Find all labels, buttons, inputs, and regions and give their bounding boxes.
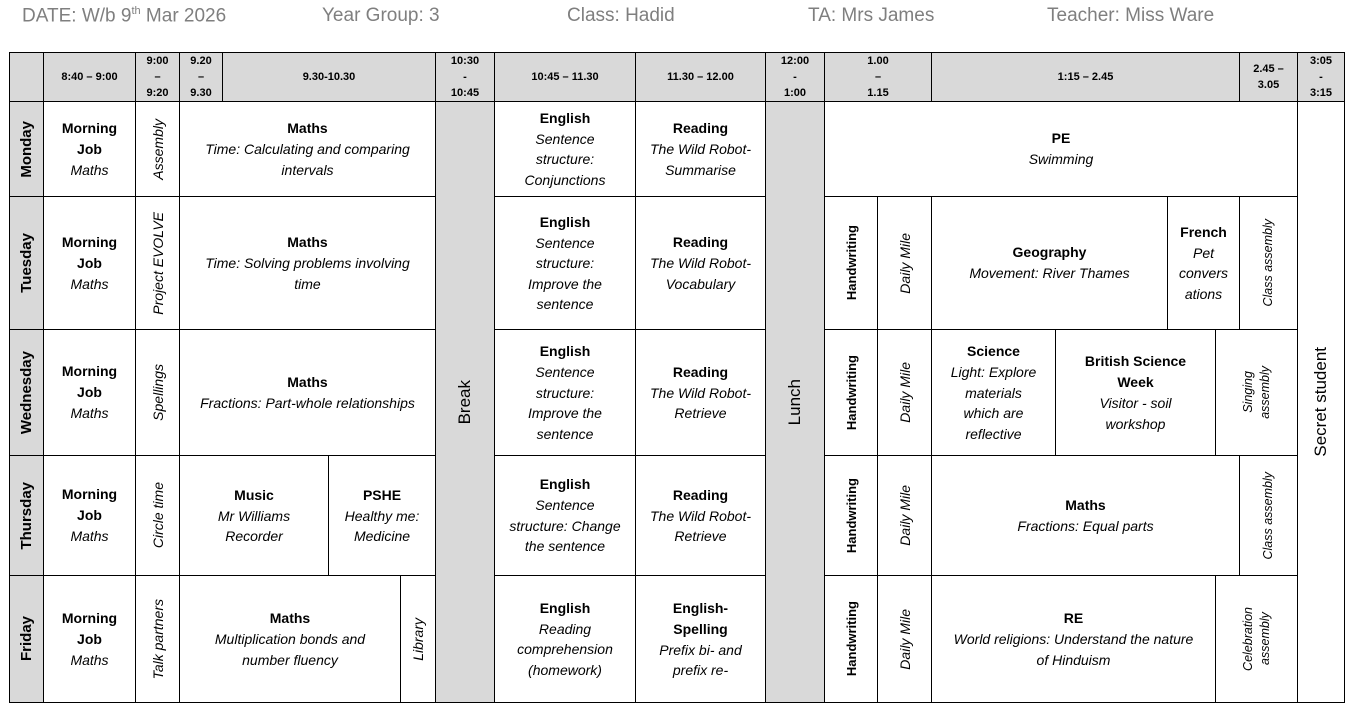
break-column: Break (435, 101, 495, 703)
time-slot: 3:05 - 3:15 (1297, 52, 1345, 102)
time-slot: 8:40 – 9:00 (43, 52, 136, 102)
lesson-morning-job: Morning Job Maths (43, 329, 136, 456)
time-slot: 9.30-10.30 (222, 52, 436, 102)
lesson-english-monday: English Sentence structure: Conjunctions (494, 101, 636, 197)
time-slot: 11.30 – 12.00 (635, 52, 766, 102)
lesson-morning-job: Morning Job Maths (43, 575, 136, 703)
lesson-morning-job: Morning Job Maths (43, 455, 136, 576)
teacher-label: Teacher: Miss Ware (1047, 5, 1215, 26)
lesson-re: RE World religions: Understand the nature of Hinduism (931, 575, 1216, 703)
lesson-pe: PE Swimming (824, 101, 1298, 197)
lesson-music: Music Mr Williams Recorder (179, 455, 329, 576)
lesson-handwriting: Handwriting (824, 455, 878, 576)
time-slot: 2.45 – 3.05 (1239, 52, 1298, 102)
lesson-english-thursday: English Sentence structure: Change the sentence (494, 455, 636, 576)
time-slot: 10:30 - 10:45 (435, 52, 495, 102)
lunch-column: Lunch (765, 101, 825, 703)
time-slot: 10:45 – 11.30 (494, 52, 636, 102)
lesson-maths-monday: Maths Time: Calculating and comparing intervals (179, 101, 436, 197)
lesson-reading-monday: Reading The Wild Robot- Summarise (635, 101, 766, 197)
lesson-english-wednesday: English Sentence structure: Improve the sentence (494, 329, 636, 456)
time-slot: 1:15 – 2.45 (931, 52, 1240, 102)
lesson-reading-thursday: Reading The Wild Robot- Retrieve (635, 455, 766, 576)
day-label-wednesday: Wednesday (9, 329, 44, 456)
lesson-british-science-week: British Science Week Visitor - soil workshop (1055, 329, 1216, 456)
ta-label: TA: Mrs James (808, 5, 935, 26)
lesson-science: Science Light: Explore materials which are reflective (931, 329, 1056, 456)
lesson-celebration-assembly: Celebration assembly (1215, 575, 1298, 703)
lesson-maths-friday: Maths Multiplication bonds and number fluency (179, 575, 401, 703)
lesson-maths-wednesday: Maths Fractions: Part-whole relationships (179, 329, 436, 456)
time-slot: 1.00 – 1.15 (824, 52, 932, 102)
class-label: Class: Hadid (567, 5, 675, 26)
lesson-geography: Geography Movement: River Thames (931, 196, 1168, 330)
day-label-thursday: Thursday (9, 455, 44, 576)
time-slot: 9.20 – 9.30 (179, 52, 223, 102)
day-label-monday: Monday (9, 101, 44, 197)
lesson-daily-mile: Daily Mile (877, 329, 932, 456)
lesson-circle-time: Circle time (135, 455, 180, 576)
lesson-project-evolve: Project EVOLVE (135, 196, 180, 330)
lesson-reading-tuesday: Reading The Wild Robot- Vocabulary (635, 196, 766, 330)
year-group-label: Year Group: 3 (322, 5, 440, 26)
lesson-daily-mile: Daily Mile (877, 575, 932, 703)
lesson-spellings: Spellings (135, 329, 180, 456)
lesson-assembly: Assembly (135, 101, 180, 197)
lesson-reading-wednesday: Reading The Wild Robot- Retrieve (635, 329, 766, 456)
lesson-class-assembly: Class assembly (1239, 196, 1298, 330)
lesson-spelling-friday: English- Spelling Prefix bi- and prefix re- (635, 575, 766, 703)
lesson-pshe: PSHE Healthy me: Medicine (328, 455, 436, 576)
lesson-singing-assembly: Singing assembly (1215, 329, 1298, 456)
corner-cell (9, 52, 44, 102)
lesson-morning-job: Morning Job Maths (43, 101, 136, 197)
lesson-french: French Pet convers ations (1167, 196, 1240, 330)
lesson-maths-thursday: Maths Fractions: Equal parts (931, 455, 1240, 576)
day-label-friday: Friday (9, 575, 44, 703)
lesson-maths-tuesday: Maths Time: Solving problems involving time (179, 196, 436, 330)
lesson-talk-partners: Talk partners (135, 575, 180, 703)
date-label: DATE: W/b 9th Mar 2026 (22, 5, 227, 27)
lesson-handwriting: Handwriting (824, 196, 878, 330)
lesson-library: Library (400, 575, 436, 703)
lesson-handwriting: Handwriting (824, 329, 878, 456)
lesson-english-friday: English Reading comprehension (homework) (494, 575, 636, 703)
lesson-class-assembly: Class assembly (1239, 455, 1298, 576)
lesson-morning-job: Morning Job Maths (43, 196, 136, 330)
lesson-daily-mile: Daily Mile (877, 455, 932, 576)
lesson-daily-mile: Daily Mile (877, 196, 932, 330)
lesson-english-tuesday: English Sentence structure: Improve the sentence (494, 196, 636, 330)
time-slot: 9:00 – 9:20 (135, 52, 180, 102)
secret-student-column: Secret student (1297, 101, 1345, 703)
day-label-tuesday: Tuesday (9, 196, 44, 330)
lesson-handwriting: Handwriting (824, 575, 878, 703)
time-slot: 12:00 - 1:00 (765, 52, 825, 102)
